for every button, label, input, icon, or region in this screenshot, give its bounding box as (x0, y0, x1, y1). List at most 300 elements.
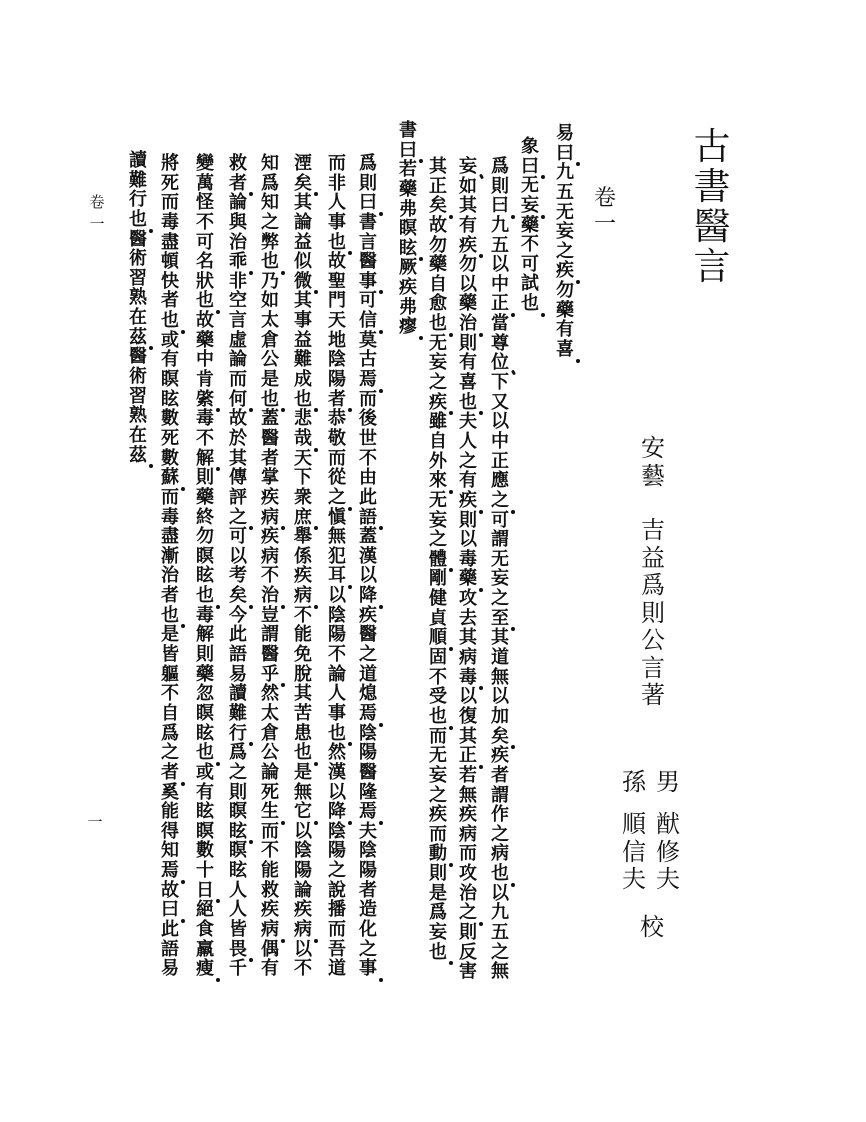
character: 陰 (328, 349, 346, 371)
text-column (358, 155, 378, 980)
character: 去 (459, 607, 477, 629)
character: 動 (429, 843, 447, 865)
character: 正 (459, 745, 477, 767)
character: 自 (429, 430, 447, 452)
character: 謂 (491, 784, 509, 806)
character: 也 (491, 863, 509, 885)
character: 弊 (261, 231, 279, 253)
character: 瞑 (229, 801, 247, 823)
character: 毒 (196, 604, 214, 626)
character: 位 (491, 352, 509, 374)
text-column (195, 155, 215, 980)
character: 之 (161, 742, 179, 764)
character: 之 (359, 644, 377, 666)
text-column (128, 152, 148, 466)
character: 醫 (359, 624, 377, 646)
character: 治 (459, 313, 477, 335)
character: 也 (161, 310, 179, 332)
character: 有 (459, 352, 477, 374)
collator-name-grandson (621, 812, 647, 895)
character: 漸 (161, 545, 179, 567)
character: 陰 (328, 820, 346, 842)
character: 解 (196, 624, 214, 646)
character: 瞑 (161, 369, 179, 391)
character: 者 (491, 764, 509, 786)
character: 體 (429, 548, 447, 570)
character: 疾 (359, 604, 377, 626)
character: 瘳 (399, 316, 417, 338)
character: 下 (491, 372, 509, 394)
character: 也 (294, 388, 312, 410)
character: 攻 (459, 863, 477, 885)
character: 茲 (129, 444, 147, 466)
margin-page-number (86, 815, 104, 837)
character: 外 (429, 450, 447, 472)
character: 毒 (459, 666, 477, 688)
character: 成 (294, 369, 312, 391)
character: 名 (196, 251, 214, 273)
character: 无 (521, 175, 539, 197)
character: 一 (87, 813, 103, 831)
character: 則 (196, 644, 214, 666)
character: 以 (359, 565, 377, 587)
character: 言 (641, 653, 665, 682)
character: 脫 (294, 663, 312, 685)
character: 習 (129, 385, 147, 407)
character: 之 (429, 372, 447, 394)
text-column (293, 155, 313, 980)
character: 可 (491, 509, 509, 531)
character: 或 (196, 761, 214, 783)
book-title (692, 125, 732, 288)
character: 食 (196, 918, 214, 940)
character: 疾 (294, 565, 312, 587)
character: 不 (521, 234, 539, 256)
character: 語 (229, 644, 247, 666)
character: 天 (328, 310, 346, 332)
character: 生 (261, 801, 279, 823)
character: 而 (328, 447, 346, 469)
character: 易 (161, 958, 179, 980)
character: 其 (294, 683, 312, 705)
text-column (160, 155, 180, 980)
character: 眩 (196, 565, 214, 587)
character: 蘇 (161, 467, 179, 489)
character: 由 (359, 467, 377, 489)
character: 此 (359, 486, 377, 508)
character: 雖 (429, 411, 447, 433)
character: 吉 (641, 516, 665, 544)
character: 行 (129, 189, 147, 211)
character: 其 (459, 725, 477, 747)
character: 則 (459, 921, 477, 943)
character: 書 (399, 120, 417, 141)
character: 病 (459, 647, 477, 669)
character: 則 (196, 467, 214, 489)
character: 九 (556, 162, 574, 184)
character: 事 (328, 702, 346, 724)
character: 中 (491, 273, 509, 295)
character: 益 (294, 231, 312, 253)
character: 係 (294, 545, 312, 567)
character: 之 (491, 941, 509, 963)
character: 眩 (229, 820, 247, 842)
character: 象 (521, 136, 539, 157)
character: 吾 (328, 938, 346, 960)
character: 犯 (328, 545, 346, 567)
character: 羸 (196, 938, 214, 960)
character: 非 (229, 270, 247, 292)
character: 天 (294, 447, 312, 469)
character: 無 (328, 526, 346, 548)
character: 治 (229, 231, 247, 253)
character: 受 (429, 686, 447, 708)
character: 而 (229, 369, 247, 391)
character: 其 (429, 156, 447, 177)
character: 論 (261, 761, 279, 783)
character: 疾 (429, 391, 447, 413)
character: 中 (196, 349, 214, 371)
character: 然 (328, 742, 346, 764)
character: 故 (229, 408, 247, 430)
character: 醫 (693, 205, 731, 248)
character: 而 (261, 820, 279, 842)
character: 疾 (261, 486, 279, 508)
character: 者 (229, 172, 247, 194)
character: 爲 (359, 153, 377, 174)
character: 也 (429, 941, 447, 963)
character: 謂 (491, 529, 509, 551)
character: 以 (229, 545, 247, 567)
character: 之 (459, 902, 477, 924)
character: 則 (641, 598, 665, 627)
character: 若 (459, 764, 477, 786)
character: 藥 (459, 568, 477, 590)
text-column (458, 158, 478, 983)
text-column (555, 125, 575, 361)
character: 猷 (656, 810, 680, 838)
character: 播 (328, 899, 346, 921)
character: 醫 (129, 346, 147, 368)
character: 掌 (261, 467, 279, 489)
character: 造 (359, 899, 377, 921)
character: 難 (229, 702, 247, 724)
character: 眩 (229, 860, 247, 882)
character: 妄 (429, 352, 447, 374)
character: 其 (229, 447, 247, 469)
character: 化 (359, 918, 377, 940)
character: 毒 (161, 211, 179, 233)
character: 勿 (459, 254, 477, 276)
character: 能 (294, 624, 312, 646)
character: 矣 (294, 172, 312, 194)
character: 陽 (328, 840, 346, 862)
character: 藥 (196, 486, 214, 508)
character: 藥 (459, 293, 477, 315)
character: 正 (429, 175, 447, 197)
character: 之 (491, 823, 509, 845)
character: 死 (161, 427, 179, 449)
character: 傳 (229, 467, 247, 489)
character: 之 (328, 486, 346, 508)
character: 古 (359, 349, 377, 371)
character: 苦 (294, 702, 312, 724)
character: 其 (294, 192, 312, 214)
character: 漢 (359, 545, 377, 567)
character: 之 (229, 761, 247, 783)
character: 微 (294, 270, 312, 292)
character: 藥 (196, 663, 214, 685)
character: 在 (129, 307, 147, 329)
character: 習 (129, 267, 147, 289)
character: 公 (641, 626, 665, 654)
character: 而 (328, 918, 346, 940)
character: 陰 (359, 840, 377, 862)
character: 千 (229, 958, 247, 980)
character: 救 (261, 879, 279, 901)
character: 後 (359, 408, 377, 430)
character: 應 (491, 470, 509, 492)
collator-relation-son (655, 770, 681, 798)
character: 之 (429, 784, 447, 806)
character: 術 (129, 248, 147, 270)
character: 健 (429, 588, 447, 610)
character: 可 (196, 231, 214, 253)
character: 人 (229, 899, 247, 921)
character: 而 (359, 388, 377, 410)
character: 蓋 (261, 408, 279, 430)
character: 有 (196, 781, 214, 803)
character: 試 (521, 273, 539, 295)
character: 陽 (359, 742, 377, 764)
character: 太 (261, 702, 279, 724)
character: 陰 (294, 840, 312, 862)
character: 者 (359, 879, 377, 901)
character: 瘦 (196, 958, 214, 980)
character: 而 (459, 843, 477, 865)
character: 哉 (294, 427, 312, 449)
character: 謂 (261, 624, 279, 646)
character: 以 (294, 820, 312, 842)
character: 無 (459, 784, 477, 806)
collator-name-son (655, 812, 681, 895)
character: 疾 (459, 489, 477, 511)
character: 故 (429, 214, 447, 236)
character: 於 (229, 427, 247, 449)
character: 藥 (399, 178, 417, 200)
character: 勿 (196, 526, 214, 548)
character: 愈 (429, 293, 447, 315)
character: 以 (491, 882, 509, 904)
character: 疾 (399, 277, 417, 299)
character: 著 (641, 681, 665, 709)
character: 地 (328, 329, 346, 351)
author-name (640, 518, 666, 711)
character: 熟 (129, 405, 147, 427)
character: 妄 (491, 568, 509, 590)
character: 變 (196, 153, 214, 174)
character: 知 (261, 153, 279, 174)
character: 喜 (556, 339, 574, 361)
character: 正 (491, 293, 509, 315)
character: 也 (161, 604, 179, 626)
character: 終 (196, 506, 214, 528)
character: 言 (693, 245, 731, 288)
character: 中 (491, 430, 509, 452)
character: 乖 (229, 251, 247, 273)
character: 是 (294, 761, 312, 783)
character: 死 (261, 781, 279, 803)
character: 不 (294, 604, 312, 626)
character: 曰 (359, 192, 377, 214)
character: 言 (229, 310, 247, 332)
character: 之 (229, 506, 247, 528)
character: 得 (161, 820, 179, 842)
character: 矣 (491, 725, 509, 747)
character: 瞑 (196, 820, 214, 842)
character: 不 (328, 644, 346, 666)
character: 似 (294, 251, 312, 273)
character: 者 (328, 388, 346, 410)
character: 妄 (429, 509, 447, 531)
character: 陰 (359, 722, 377, 744)
character: 而 (328, 153, 346, 174)
character: 倉 (261, 329, 279, 351)
character: 愼 (328, 506, 346, 528)
character: 无 (429, 489, 447, 511)
character: 治 (459, 882, 477, 904)
character: 也 (459, 391, 477, 413)
text-column (398, 122, 418, 338)
character: 狀 (196, 270, 214, 292)
character: 病 (491, 843, 509, 865)
character: 軀 (161, 663, 179, 685)
character: 故 (196, 310, 214, 332)
character: 安 (641, 434, 665, 462)
character: 則 (359, 172, 377, 194)
character: 聖 (328, 270, 346, 292)
character: 盡 (161, 526, 179, 548)
character: 疾 (459, 804, 477, 826)
character: 卷 (89, 193, 105, 211)
text-column (428, 158, 448, 963)
character: 夫 (359, 820, 377, 842)
character: 它 (294, 801, 312, 823)
character: 皆 (229, 918, 247, 940)
character: 救 (229, 153, 247, 174)
character: 死 (161, 172, 179, 194)
character: 爲 (429, 902, 447, 924)
character: 也 (261, 388, 279, 410)
character: 也 (196, 585, 214, 607)
character: 醫 (359, 251, 377, 273)
character: 可 (229, 526, 247, 548)
character: 病 (261, 918, 279, 940)
character: 醫 (261, 427, 279, 449)
character: 盡 (161, 231, 179, 253)
character: 書 (693, 165, 731, 208)
character: 无 (429, 745, 447, 767)
character: 藥 (429, 254, 447, 276)
character: 藥 (521, 214, 539, 236)
character: 夫 (622, 865, 646, 893)
character: 難 (129, 169, 147, 191)
character: 攻 (459, 588, 477, 610)
character: 正 (491, 450, 509, 472)
character: 焉 (161, 860, 179, 882)
character: 道 (491, 647, 509, 669)
character: 曰 (491, 195, 509, 217)
character: 無 (294, 781, 312, 803)
character: 而 (161, 192, 179, 214)
character: 從 (328, 467, 346, 489)
text-column (260, 155, 280, 980)
collator-relation-grandson (621, 770, 647, 798)
character: 其 (294, 290, 312, 312)
character: 免 (294, 644, 312, 666)
character: 眩 (196, 801, 214, 823)
character: 爲 (261, 172, 279, 194)
character: 之 (359, 938, 377, 960)
character: 事 (359, 958, 377, 980)
character: 可 (521, 253, 539, 275)
character: 湮 (294, 153, 312, 174)
character: 焉 (359, 702, 377, 724)
character: 剛 (429, 568, 447, 590)
character: 瞑 (229, 840, 247, 862)
character: 矣 (229, 585, 247, 607)
character: 而 (429, 725, 447, 747)
character: 有 (261, 958, 279, 980)
character: 不 (359, 447, 377, 469)
character: 毒 (196, 408, 214, 430)
character: 九 (491, 214, 509, 236)
character: 降 (328, 801, 346, 823)
character: 隆 (359, 781, 377, 803)
character: 五 (491, 921, 509, 943)
character: 乃 (261, 270, 279, 292)
character: 醫 (261, 644, 279, 666)
character: 者 (161, 585, 179, 607)
character: 復 (459, 705, 477, 727)
character: 妄 (429, 764, 447, 786)
character: 快 (161, 270, 179, 292)
character: 夫 (656, 865, 680, 893)
character: 以 (491, 411, 509, 433)
character: 尊 (491, 332, 509, 354)
character: 以 (459, 686, 477, 708)
character: 信 (622, 837, 646, 866)
character: 校 (640, 913, 664, 941)
character: 疾 (261, 899, 279, 921)
character: 論 (294, 211, 312, 233)
character: 无 (556, 201, 574, 223)
character: 也 (129, 208, 147, 230)
character: 而 (161, 486, 179, 508)
character: 曰 (556, 142, 574, 164)
character: 公 (261, 349, 279, 371)
character: 順 (622, 810, 646, 838)
character: 不 (429, 666, 447, 688)
character: 蓋 (359, 526, 377, 548)
character: 益 (294, 329, 312, 351)
character: 古 (693, 125, 731, 168)
character: 論 (229, 349, 247, 371)
character: 爲 (641, 571, 665, 599)
character: 衆 (294, 486, 312, 508)
character: 也 (521, 293, 539, 315)
character: 貞 (429, 607, 447, 629)
